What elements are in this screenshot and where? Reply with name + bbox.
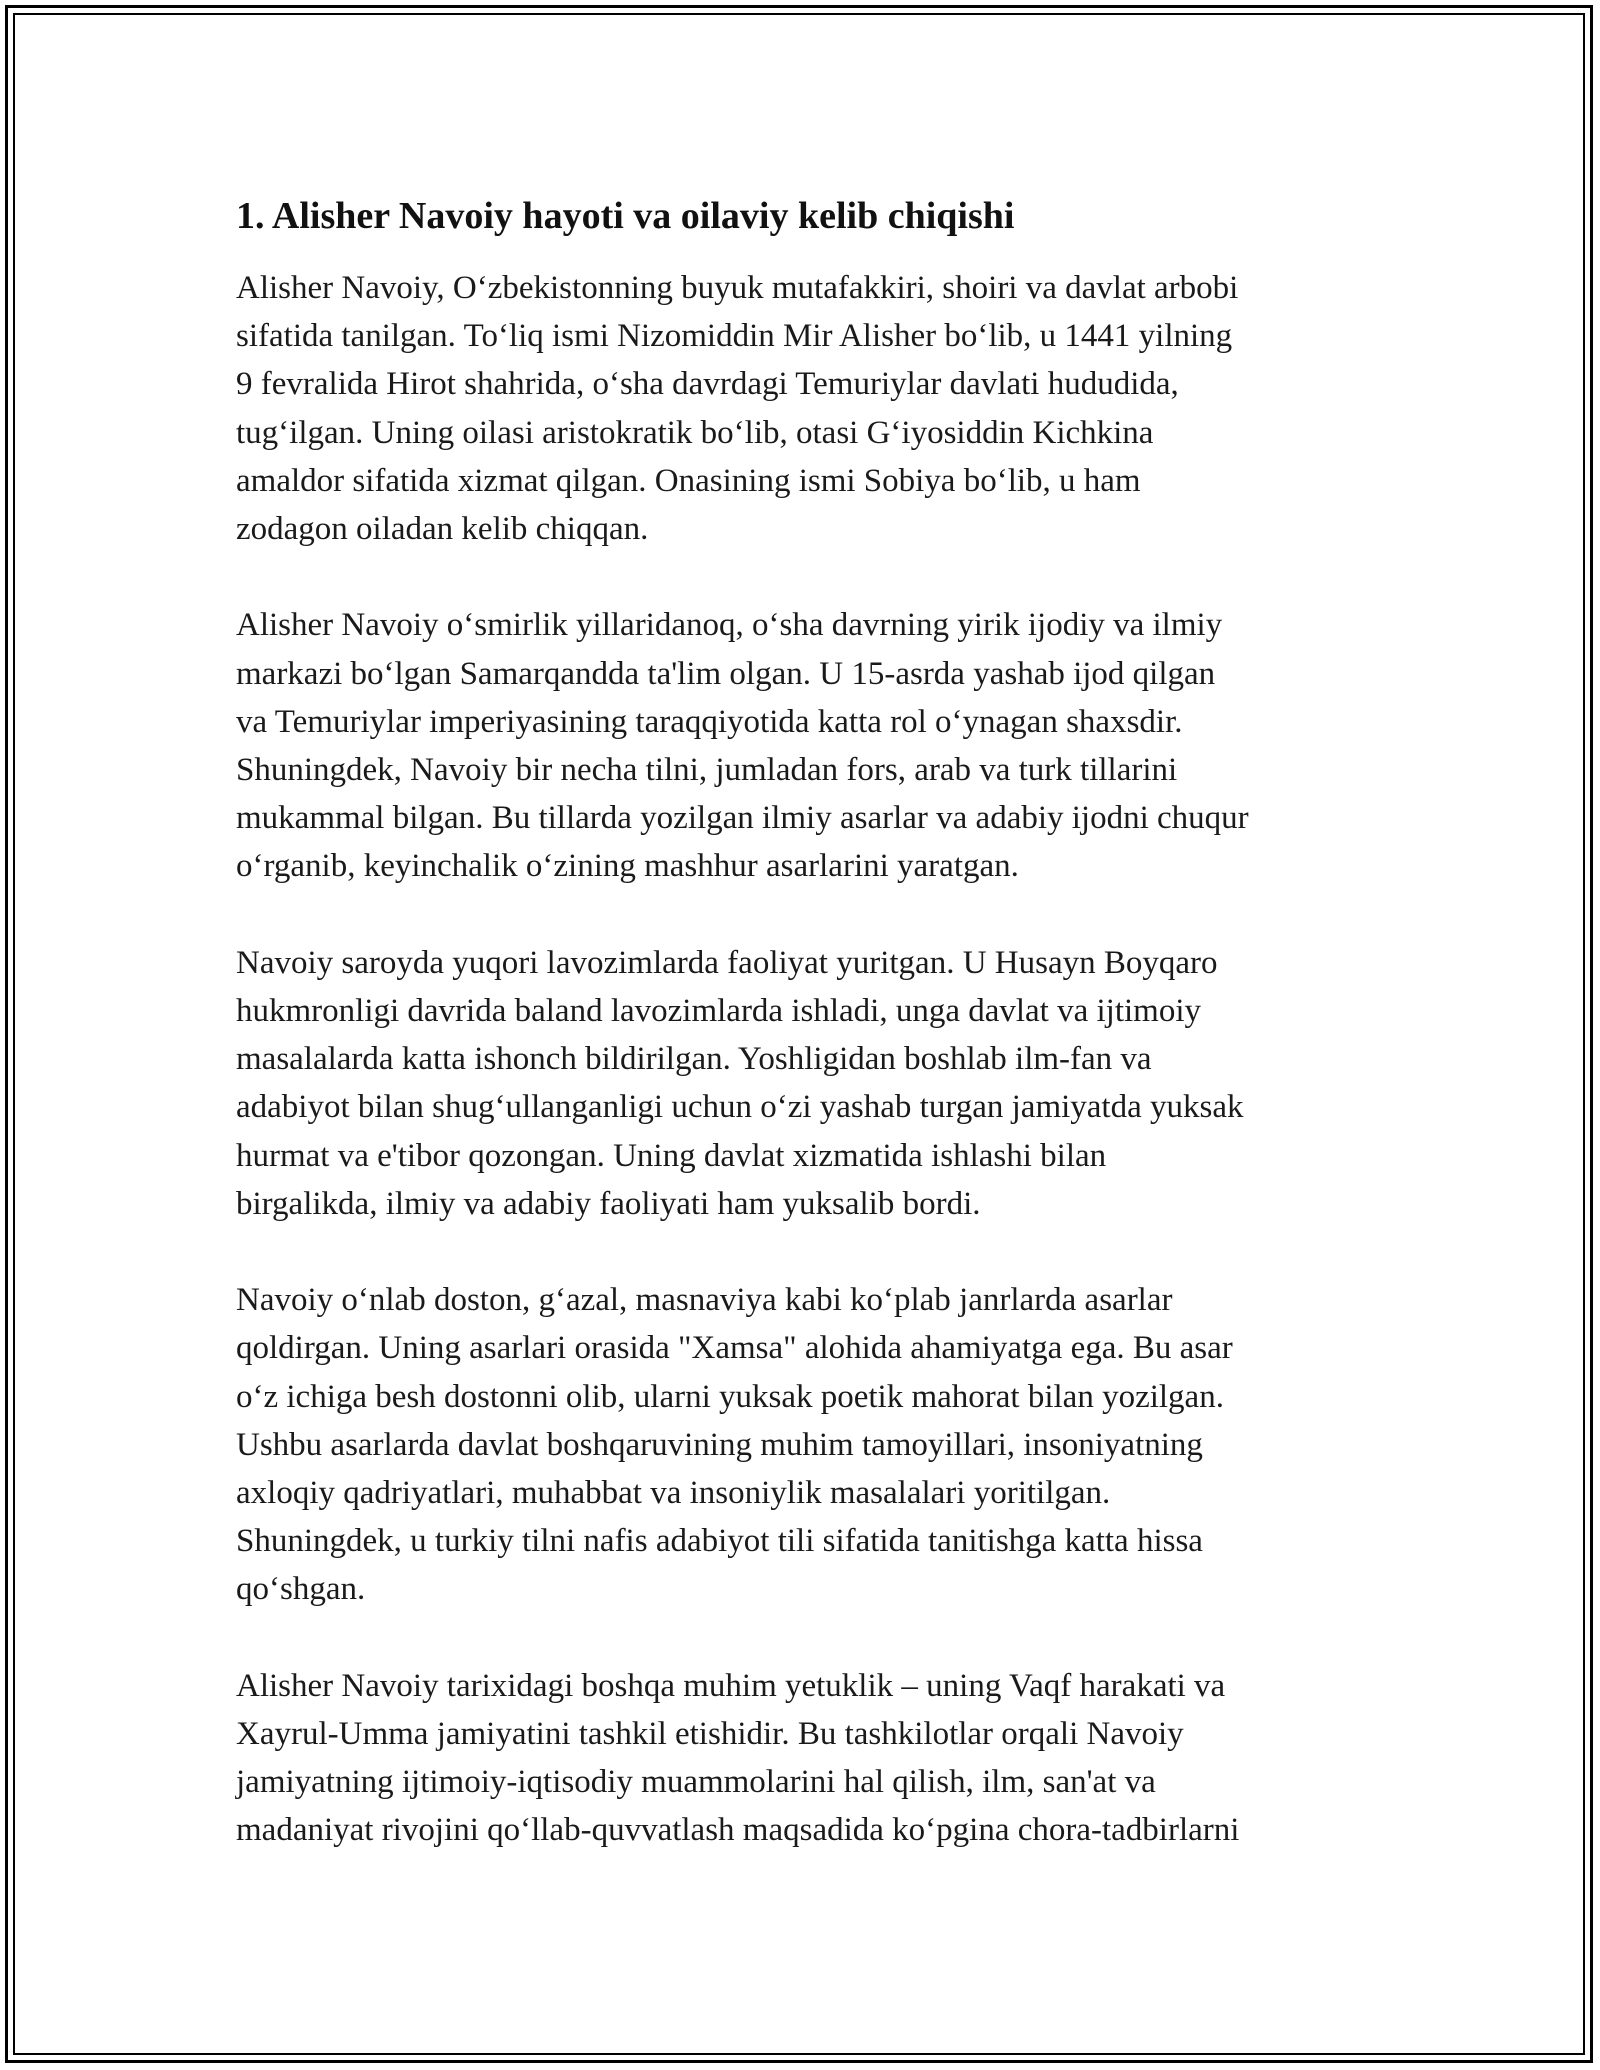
text-line: jamiyatning ijtimoiy-iqtisodiy muammolarini hal qilish, ilm, san'at va: [236, 1764, 1156, 1801]
text-line: Shuningdek, u turkiy tilni nafis adabiyot tili sifatida tanitishga katta hissa: [236, 1523, 1203, 1560]
text-line: masalalarda katta ishonch bildirilgan. Yoshligidan boshlab ilm-fan va: [236, 1041, 1152, 1078]
text-line: birgalikda, ilmiy va adabiy faoliyati ham yuksalib bordi.: [236, 1185, 981, 1222]
text-line: sifatida tanilgan. To‘liq ismi Nizomiddin Mir Alisher bo‘lib, u 1441 yilning: [236, 318, 1233, 355]
paragraph-gap: [236, 1614, 1386, 1662]
text-line: markazi bo‘lgan Samarqandda ta'lim olgan. U 15-asrda yashab ijod qilgan: [236, 655, 1216, 692]
text-line: madaniyat rivojini qo‘llab-quvvatlash maqsadida ko‘pgina chora-tadbirlarni: [236, 1812, 1240, 1849]
text-line: zodagon oiladan kelib chiqqan.: [236, 511, 649, 548]
paragraph: [236, 1276, 1386, 1613]
text-line: hurmat va e'tibor qozongan. Uning davlat xizmatida ishlashi bilan: [236, 1137, 1107, 1174]
paragraph: [236, 601, 1386, 890]
text-line: amaldor sifatida xizmat qilgan. Onasining ismi Sobiya bo‘lib, u ham: [236, 462, 1141, 499]
text-line: Alisher Navoiy, O‘zbekistonning buyuk mutafakkiri, shoiri va davlat arbobi: [236, 270, 1239, 306]
text-line: Xayrul-Umma jamiyatini tashkil etishidir. Bu tashkilotlar orqali Navoiy: [236, 1716, 1184, 1753]
text-line: Navoiy saroyda yuqori lavozimlarda faoliyat yuritgan. U Husayn Boyqaro: [236, 944, 1218, 981]
section-heading: 1. Alisher Navoiy hayoti va oilaviy kelib chiqishi: [236, 195, 1015, 237]
paragraph: [236, 1662, 1386, 1855]
text-line: Ushbu asarlarda davlat boshqaruvining muhim tamoyillari, insoniyatning: [236, 1426, 1203, 1463]
paragraph: [236, 939, 1386, 1228]
paragraph: [236, 264, 1386, 553]
text-line: qo‘shgan.: [236, 1571, 366, 1608]
text-line: tug‘ilgan. Uning oilasi aristokratik bo‘lib, otasi G‘iyosiddin Kichkina: [236, 414, 1154, 451]
paragraph-gap: [236, 891, 1386, 939]
text-line: Shuningdek, Navoiy bir necha tilni, jumladan fors, arab va turk tillarini: [236, 752, 1178, 789]
text-line: adabiyot bilan shug‘ullanganligi uchun o‘zi yashab turgan jamiyatda yuksak: [236, 1089, 1244, 1126]
text-line: Navoiy o‘nlab doston, g‘azal, masnaviya kabi ko‘plab janrlarda asarlar: [236, 1282, 1173, 1319]
text-line: va Temuriylar imperiyasining taraqqiyotida katta rol o‘ynagan shaxsdir.: [236, 703, 1183, 740]
text-line: Alisher Navoiy tarixidagi boshqa muhim yetuklik – uning Vaqf harakati va: [236, 1667, 1226, 1704]
text-line: axloqiy qadriyatlari, muhabbat va insoniylik masalalari yoritilgan.: [236, 1475, 1111, 1512]
text-line: o‘z ichiga besh dostonni olib, ularni yuksak poetik mahorat bilan yozilgan.: [236, 1378, 1224, 1415]
text-line: 9 fevralida Hirot shahrida, o‘sha davrdagi Temuriylar davlati hududida,: [236, 366, 1179, 403]
text-line: hukmronligi davrida baland lavozimlarda ishladi, unga davlat va ijtimoiy: [236, 993, 1202, 1030]
text-line: qoldirgan. Uning asarlari orasida "Xamsa" alohida ahamiyatga ega. Bu asar: [236, 1330, 1233, 1367]
paragraph-gap: [236, 1228, 1386, 1276]
text-line: Alisher Navoiy o‘smirlik yillaridanoq, o‘sha davrning yirik ijodiy va ilmiy: [236, 607, 1223, 644]
paragraph-gap: [236, 553, 1386, 601]
document-body: [236, 188, 1386, 1855]
text-line: o‘rganib, keyinchalik o‘zining mashhur asarlarini yaratgan.: [236, 848, 1019, 885]
text-line: mukammal bilgan. Bu tillarda yozilgan ilmiy asarlar va adabiy ijodni chuqur: [236, 800, 1249, 837]
